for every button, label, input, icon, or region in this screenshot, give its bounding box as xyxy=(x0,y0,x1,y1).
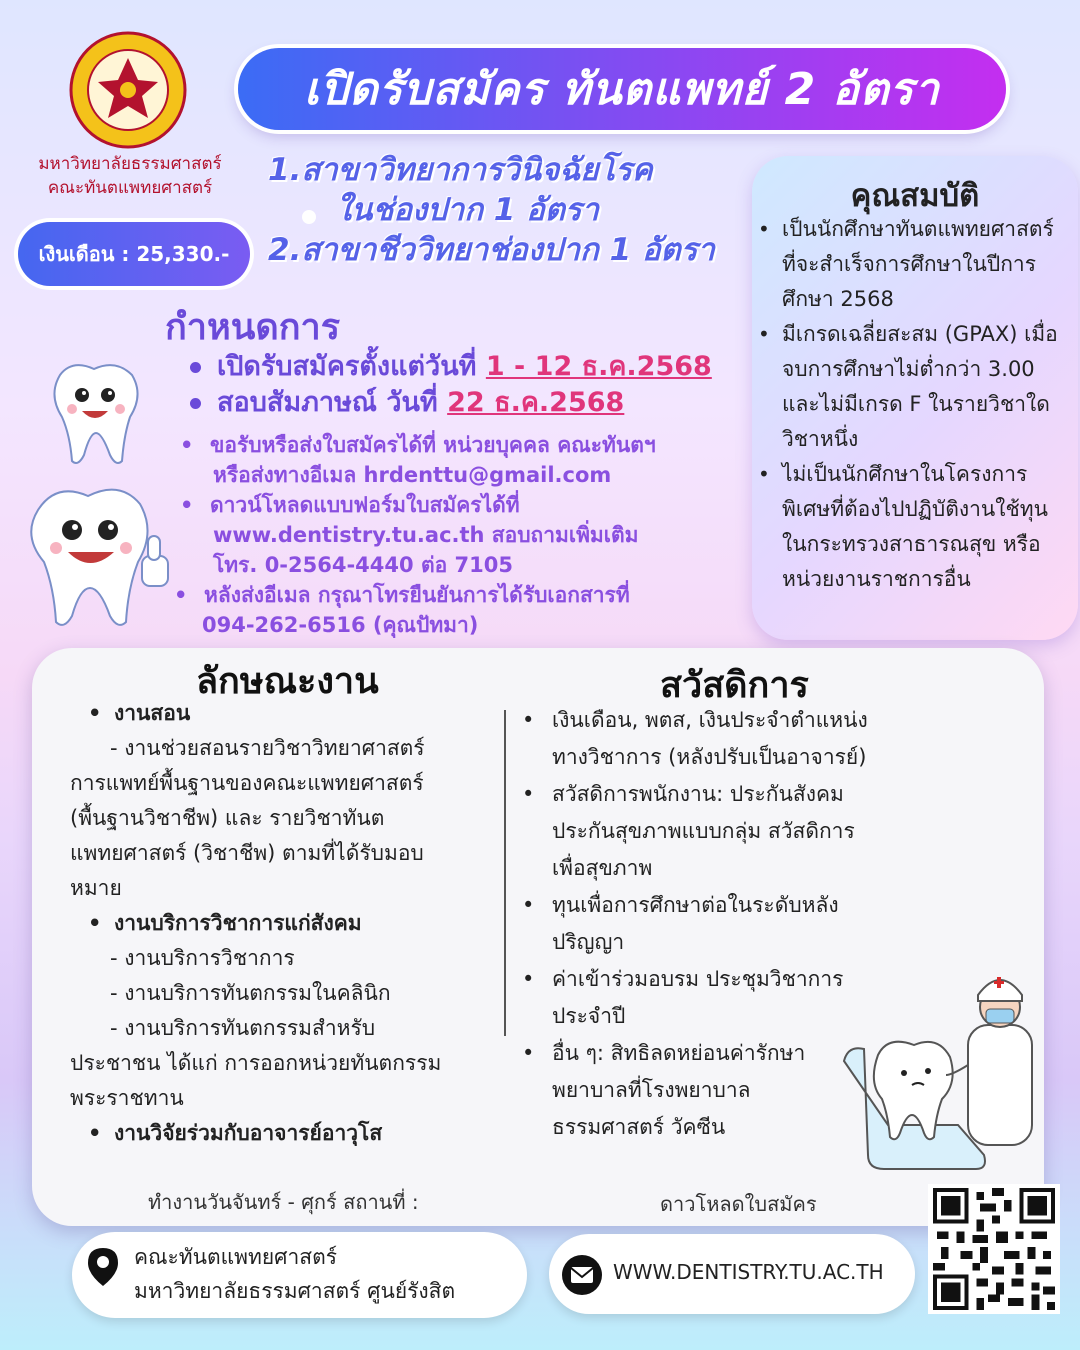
address-line-1: คณะทันตแพทยศาสตร์ xyxy=(134,1245,338,1269)
bullet-dot xyxy=(190,398,201,409)
schedule-interview-date: 22 ธ.ค.2568 xyxy=(447,387,625,418)
contact-email-line: หรือส่งทางอีเมล hrdenttu@gmail.com xyxy=(213,463,612,487)
position-line-2: ในช่องปาก 1 อัตรา xyxy=(336,192,599,228)
benefit-line: ธรรมศาสตร์ วัคซีน xyxy=(552,1115,726,1139)
job-line: (พื้นฐานวิชาชีพ) และ รายวิชาทันต xyxy=(70,806,385,830)
qualification-line: ที่จะสำเร็จการศึกษาในปีการ xyxy=(782,252,1036,276)
work-schedule-text: ทำงานวันจันทร์ - ศุกร์ สถานที่ : xyxy=(148,1190,419,1214)
address-text xyxy=(134,1240,455,1308)
benefit-line: ประกันสุขภาพแบบกลุ่ม สวัสดิการ xyxy=(552,819,855,843)
benefit-item: • อื่น ๆ: สิทธิลดหย่อนค่ารักษา พยาบาลที่โรงพยาบาล ธรรมศาสตร์ วัคซีน xyxy=(522,1041,806,1139)
contact-line: ขอรับหรือส่งใบสมัครได้ที่ หน่วยบุคคล คณะทันตฯ xyxy=(210,433,656,457)
schedule-item-interview xyxy=(190,380,624,423)
university-logo xyxy=(68,30,188,150)
qualification-line: ไม่เป็นนักศึกษาในโครงการ xyxy=(782,462,1028,486)
column-divider xyxy=(504,710,506,1036)
benefit-line: ค่าเข้าร่วมอบรม ประชุมวิชาการ xyxy=(552,967,844,991)
job-heading-research: งานวิจัยร่วมกับอาจารย์อาวุโส xyxy=(114,1121,383,1145)
benefit-item: • สวัสดิการพนักงาน: ประกันสังคม ประกันสุขภาพแบบกลุ่ม สวัสดิการ เพื่อสุขภาพ xyxy=(522,782,855,880)
contact-line: ดาวน์โหลดแบบฟอร์มใบสมัครได้ที่ xyxy=(210,493,520,517)
job-line: - งานบริการทันตกรรมในคลินิก xyxy=(110,981,391,1005)
contact-phone-line-2: 094-262-6516 (คุณปัทมา) xyxy=(202,613,479,637)
qualifications-card xyxy=(752,156,1078,640)
schedule-apply-label: เปิดรับสมัครตั้งแต่วันที่ xyxy=(217,351,477,382)
mail-icon xyxy=(561,1254,603,1296)
job-title: ลักษณะงาน xyxy=(196,661,379,702)
job-description: • งานสอน - งานช่วยสอนรายวิชาวิทยาศาสตร์ การแพทย์พื้นฐานของคณะแพทยศาสตร์ (พื้นฐานวิชาชีพ) และ รายวิชาทันต แพทยศาสตร์ (วิชาชีพ) ตามที่ได้รับมอบ หมาย • งานบริการวิชาการแก่สังคม - งานบริการวิชาการ - งานบริการทันตกรรมในคลินิก - งานบริการทันตกรรมสำหรับ ประชาชน ได้แก่ การออกหน่วยทันตกรรม พระราชทาน • งานวิจัยร่วมกับอาจารย์อาวุโส xyxy=(70,696,490,1151)
qualification-line: ในกระทรวงสาธารณสุข หรือ xyxy=(782,532,1041,556)
job-heading-teaching: งานสอน xyxy=(114,701,191,725)
benefit-line: ทุนเพื่อการศึกษาต่อในระดับหลัง xyxy=(552,893,839,917)
benefit-line: เงินเดือน, พตส, เงินประจำตำแหน่ง xyxy=(552,708,868,732)
page-title: เปิดรับสมัคร ทันตแพทย์ 2 อัตรา xyxy=(304,64,940,115)
faculty-name-line: คณะทันตแพทยศาสตร์ xyxy=(47,178,213,198)
location-pin-icon xyxy=(84,1246,122,1288)
position-line-1: 1.สาขาวิทยาการวินิจฉัยโรค xyxy=(268,152,653,188)
qualification-line: พิเศษที่ต้องไปปฏิบัติงานใช้ทุน xyxy=(782,497,1048,521)
job-line: - งานช่วยสอนรายวิชาวิทยาศาสตร์ xyxy=(110,736,425,760)
contact-info: • ขอรับหรือส่งใบสมัครได้ที่ หน่วยบุคคล คณะทันตฯ หรือส่งทางอีเมล hrdenttu@gmail.com • ดาวน์โหลดแบบฟอร์มใบสมัครได้ที่ www.dentistry.tu.ac.th สอบถามเพิ่มเติม โทร. 0-2564-4440 ต่อ 7105 • หลังส่งอีเมล กรุณาโทรยืนยันการได้รับเอกสารที่ 094-262-6516 (คุณปัทมา) xyxy=(180,430,740,640)
qualification-item: • เป็นนักศึกษาทันตแพทยศาสตร์ ที่จะสำเร็จการศึกษาในปีการ ศึกษา 2568 xyxy=(758,217,1054,311)
qualifications-list xyxy=(758,212,1072,597)
benefit-item: • ค่าเข้าร่วมอบรม ประชุมวิชาการ ประจำปี xyxy=(522,967,844,1028)
benefit-line: สวัสดิการพนักงาน: ประกันสังคม xyxy=(552,782,844,806)
contact-phone-line: โทร. 0-2564-4440 ต่อ 7105 xyxy=(213,553,513,577)
qualifications-title: คุณสมบัติ xyxy=(850,178,980,214)
bullet-dot xyxy=(302,210,316,224)
tooth-mascot-icon xyxy=(42,355,152,470)
benefit-line: ปริญญา xyxy=(552,930,625,954)
job-line: แพทยศาสตร์ (วิชาชีพ) ตามที่ได้รับมอบ xyxy=(70,841,424,865)
benefit-item: • เงินเดือน, พตส, เงินประจำตำแหน่ง ทางวิชาการ (หลังปรับเป็นอาจารย์) xyxy=(522,708,868,769)
benefit-line: พยาบาลที่โรงพยาบาล xyxy=(552,1078,751,1102)
qualification-line: วิชาหนึ่ง xyxy=(782,427,859,451)
job-line: พระราชทาน xyxy=(70,1086,184,1110)
job-line: การแพทย์พื้นฐานของคณะแพทยศาสตร์ xyxy=(70,771,424,795)
benefits-title: สวัสดิการ xyxy=(660,665,809,706)
salary-badge: เงินเดือน : 25,330.- xyxy=(18,222,250,286)
contact-website-line: www.dentistry.tu.ac.th สอบถามเพิ่มเติม xyxy=(213,523,639,547)
job-line: หมาย xyxy=(70,876,122,900)
qualification-line: เป็นนักศึกษาทันตแพทยศาสตร์ xyxy=(782,217,1054,241)
position-line-3: 2.สาขาชีววิทยาช่องปาก 1 อัตรา xyxy=(268,232,715,268)
qualification-line: จบการศึกษาไม่ต่ำกว่า 3.00 xyxy=(782,357,1035,381)
website-pill[interactable] xyxy=(549,1234,915,1314)
website-link[interactable]: WWW.DENTISTRY.TU.AC.TH xyxy=(613,1260,884,1284)
benefit-line: อื่น ๆ: สิทธิลดหย่อนค่ารักษา xyxy=(552,1041,806,1065)
benefit-line: ทางวิชาการ (หลังปรับเป็นอาจารย์) xyxy=(552,745,867,769)
schedule-interview-label: สอบสัมภาษณ์ วันที่ xyxy=(217,387,438,418)
title-banner xyxy=(238,48,1006,130)
address-pill xyxy=(72,1232,527,1318)
schedule-title: กำหนดการ xyxy=(165,307,341,348)
positions-block xyxy=(262,150,742,280)
download-form-label: ดาวโหลดใบสมัคร xyxy=(660,1192,817,1216)
bullet-dot xyxy=(190,362,201,373)
university-name-line1: มหาวิทยาลัยธรรมศาสตร์ xyxy=(38,154,222,174)
qualification-line: ศึกษา 2568 xyxy=(782,287,894,311)
job-line: ประชาชน ได้แก่ การออกหน่วยทันตกรรม xyxy=(70,1051,442,1075)
benefit-item: • ทุนเพื่อการศึกษาต่อในระดับหลัง ปริญญา xyxy=(522,893,839,954)
contact-line: หลังส่งอีเมล กรุณาโทรยืนยันการได้รับเอกสารที่ xyxy=(204,583,630,607)
university-name xyxy=(20,152,240,200)
qualification-item: • ไม่เป็นนักศึกษาในโครงการ พิเศษที่ต้องไปปฏิบัติงานใช้ทุน ในกระทรวงสาธารณสุข หรือ หน่วยงานราชการอื่น xyxy=(758,462,1048,591)
job-line: - งานบริการทันตกรรมสำหรับ xyxy=(110,1016,376,1040)
dentist-doctor-icon xyxy=(838,965,1048,1180)
qualification-line: และไม่มีเกรด F ในรายวิชาใด xyxy=(782,392,1050,416)
job-line: - งานบริการวิชาการ xyxy=(110,946,295,970)
tooth-thumbs-up-icon xyxy=(16,470,176,635)
qualification-line: มีเกรดเฉลี่ยสะสม (GPAX) เมื่อ xyxy=(782,322,1058,346)
benefit-line: เพื่อสุขภาพ xyxy=(552,856,653,880)
qr-code-icon[interactable] xyxy=(928,1184,1060,1314)
qualification-item: • มีเกรดเฉลี่ยสะสม (GPAX) เมื่อ จบการศึกษาไม่ต่ำกว่า 3.00 และไม่มีเกรด F ในรายวิชาใด วิชาหนึ่ง xyxy=(758,322,1058,451)
benefit-line: ประจำปี xyxy=(552,1004,626,1028)
schedule-apply-date: 1 - 12 ธ.ค.2568 xyxy=(485,351,712,382)
qualification-line: หน่วยงานราชการอื่น xyxy=(782,567,971,591)
job-heading-service: งานบริการวิชาการแก่สังคม xyxy=(114,911,362,935)
address-line-2: มหาวิทยาลัยธรรมศาสตร์ ศูนย์รังสิต xyxy=(134,1279,456,1303)
